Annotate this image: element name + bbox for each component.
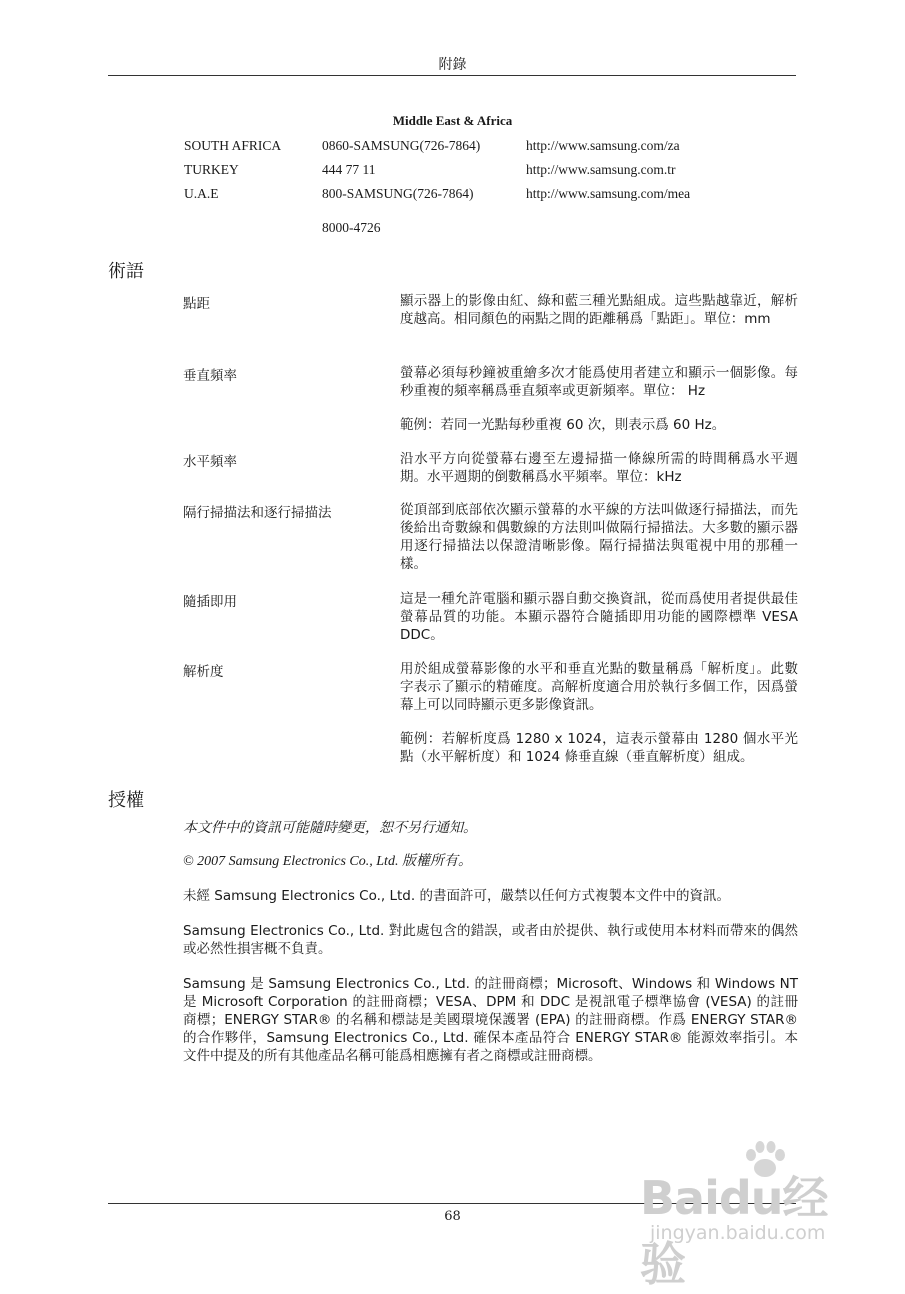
page-header-title: 附錄: [438, 57, 467, 73]
page-number: 68: [444, 1209, 461, 1224]
glossary-definition: 顯示器上的影像由紅、綠和藍三種光點組成。這些點越靠近，解析度越高。相同顏色的兩點之間的距離稱爲「點距」。單位：mm: [400, 293, 798, 327]
glossary-term: 隔行掃描法和逐行掃描法: [183, 505, 332, 521]
baidu-watermark: [640, 1140, 860, 1291]
contact-phone: 8000-4726: [322, 220, 381, 235]
glossary-term: 水平頻率: [183, 454, 237, 470]
license-heading: 授權: [108, 790, 144, 811]
contact-url[interactable]: http://www.samsung.com.tr: [526, 162, 676, 177]
contact-country: U.A.E: [184, 186, 219, 201]
license-trademarks: Samsung 是 Samsung Electronics Co., Ltd. 的註冊商標；Microsoft、Windows 和 Windows NT 是 Microsoft Corporation 的註冊商標；VESA、DPM 和 DDC 是視訊電子標準協會 (VESA) 的註冊商標；ENERGY STAR® 的名稱和標誌是美國環境保護署 (EPA) 的註冊商標。作爲 ENERGY STAR® 的合作夥伴，Samsung Electronics Co., Ltd. 確保本產品符合 ENERGY STAR® 能源效率指引。本文件中提及的所有其他產品名稱可能爲相應擁有者之商標或註冊商標。: [183, 976, 798, 1064]
contact-phone: 0860-SAMSUNG(726-7864): [322, 138, 481, 153]
glossary-definition: 沿水平方向從螢幕右邊至左邊掃描一條線所需的時間稱爲水平週期。水平週期的倒數稱爲水平頻率。單位：kHz: [400, 451, 798, 485]
glossary-definition: 從頂部到底部依次顯示螢幕的水平線的方法叫做逐行掃描法，而先後給出奇數線和偶數線的方法則叫做隔行掃描法。大多數的顯示器用逐行掃描法以保證清晰影像。隔行掃描法與電視中用的那種一樣。: [400, 502, 798, 572]
watermark-url: jingyan.baidu.com: [650, 1222, 826, 1244]
region-title: Middle East & Africa: [392, 113, 513, 128]
contact-url[interactable]: http://www.samsung.com/mea: [526, 186, 691, 201]
contact-phone: 800-SAMSUNG(726-7864): [322, 186, 474, 201]
license-notice: 本文件中的資訊可能隨時變更，恕不另行通知。: [183, 821, 477, 836]
license-copyright: © 2007 Samsung Electronics Co., Ltd. 版權所有。: [183, 854, 472, 869]
glossary-definition: 用於組成螢幕影像的水平和垂直光點的數量稱爲「解析度」。此數字表示了顯示的精確度。高解析度適合用於執行多個工作，因爲螢幕上可以同時顯示更多影像資訊。: [400, 661, 798, 713]
contact-country: SOUTH AFRICA: [184, 138, 282, 153]
glossary-term: 垂直頻率: [183, 368, 237, 384]
watermark-brand: Baidu经验: [640, 1171, 828, 1291]
glossary-example: 範例：若解析度爲 1280 x 1024，這表示螢幕由 1280 個水平光點（水平解析度）和 1024 條垂直線（垂直解析度）組成。: [400, 731, 798, 765]
header-rule: [108, 75, 796, 76]
license-liability: Samsung Electronics Co., Ltd. 對此處包含的錯誤，或者由於提供、執行或使用本材料而帶來的偶然或必然性損害概不負責。: [183, 923, 798, 957]
contact-url[interactable]: http://www.samsung.com/za: [526, 138, 680, 153]
glossary-term: 點距: [183, 296, 210, 312]
license-reproduction: 未經 Samsung Electronics Co., Ltd. 的書面許可，嚴禁以任何方式複製本文件中的資訊。: [183, 888, 730, 904]
contact-country: TURKEY: [184, 162, 239, 177]
glossary-term: 隨插即用: [183, 594, 237, 610]
glossary-term: 解析度: [183, 664, 224, 680]
glossary-definition: 螢幕必須每秒鐘被重繪多次才能爲使用者建立和顯示一個影像。每秒重複的頻率稱爲垂直頻率或更新頻率。單位： Hz: [400, 365, 798, 399]
glossary-heading: 術語: [108, 261, 144, 282]
glossary-example: 範例：若同一光點每秒重複 60 次，則表示爲 60 Hz。: [400, 417, 726, 433]
contact-phone: 444 77 11: [322, 162, 376, 177]
glossary-definition: 這是一種允許電腦和顯示器自動交換資訊，從而爲使用者提供最佳螢幕品質的功能。本顯示器符合隨插即用功能的國際標準 VESA DDC。: [400, 591, 798, 643]
